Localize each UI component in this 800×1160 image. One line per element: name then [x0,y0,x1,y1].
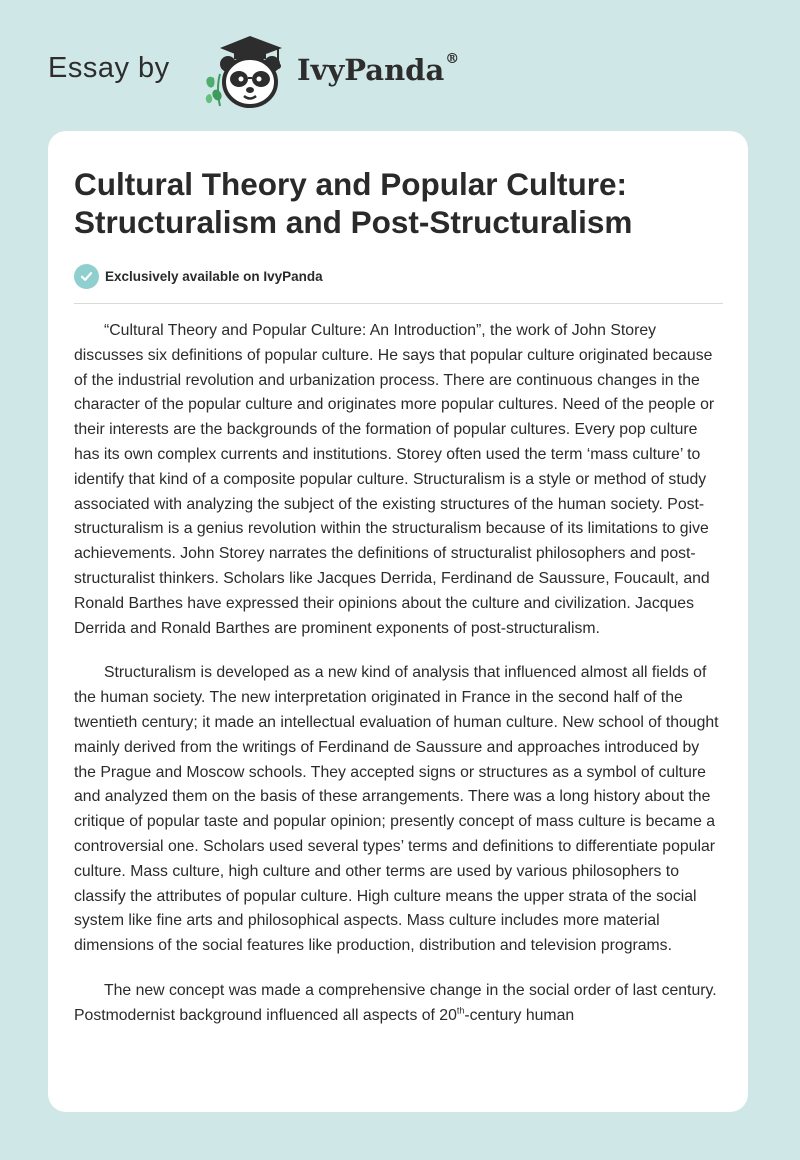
paragraph-text: The new concept was made a comprehensive change in the social order of last century. Postmodernist background influenced all aspects of 20 [74,981,717,1024]
essay-by-label: Essay by [48,52,170,84]
paragraph [74,979,724,1029]
panda-logo-icon[interactable] [198,30,294,110]
essay-title: Cultural Theory and Popular Culture: Structuralism and Post-Structuralism [74,166,633,240]
essay-body [74,319,724,1049]
essay-card [48,131,748,1112]
paragraph-text: -century human [464,1006,575,1024]
brand-name[interactable] [297,53,458,87]
paragraph: “Cultural Theory and Popular Culture: An Introduction”, the work of John Storey discusses six definitions of popular culture. He says that popular culture originated because of the industrial revolution and urbanization process. There are continuous changes in the character of the popular culture and originates more popular cultures. Need of the people or their interests are the backgrounds of the formation of popular cultures. Every pop culture has its own complex currents and institutions. Storey often used the term ‘mass culture’ to identify that kind of a composite popular culture. Structuralism is a style or method of study associated with analyzing the subject of the existing structures of the human society. Post-structuralism is a genius revolution within the structuralism because of its limitations to give achievements. John Storey narrates the definitions of structuralist philosophers and post-structuralist thinkers. Scholars like Jacques Derrida, Ferdinand de Saussure, Foucault, and Ronald Barthes have expressed their opinions about the culture and civilization. Jacques Derrida and Ronald Barthes are prominent exponents of post-structuralism. [74,322,715,637]
site-header [0,0,800,130]
superscript: th [456,1005,465,1016]
check-circle-icon [74,264,99,289]
brand-label: IvyPanda [297,53,445,87]
paragraph: Structuralism is developed as a new kind of analysis that influenced almost all fields of the human society. The new interpretation originated in France in the second half of the twentieth century; it made an intellectual evaluation of human culture. New school of thought mainly derived from the writings of Ferdinand de Saussure and approaches introduced by the Prague and Moscow schools. They accepted signs or structures as a symbol of culture and analyzed them on the basis of these arrangements. There was a long history about the critique of popular taste and popular opinion; presently concept of mass culture is became a controversial one. Scholars used several types’ terms and definitions to differentiate popular culture. Mass culture, high culture and other terms are used by various philosophers to classify the attributes of popular culture. High culture means the upper strata of the social system like fine arts and philosophical aspects. Mass culture includes more material dimensions of the social features like production, distribution and television programs. [74,664,719,955]
badge-text: Exclusively available on IvyPanda [105,268,323,284]
divider [74,303,723,304]
exclusive-badge [74,263,323,289]
registered-mark: ® [445,51,460,67]
ivy-leaf-icon [206,74,222,106]
